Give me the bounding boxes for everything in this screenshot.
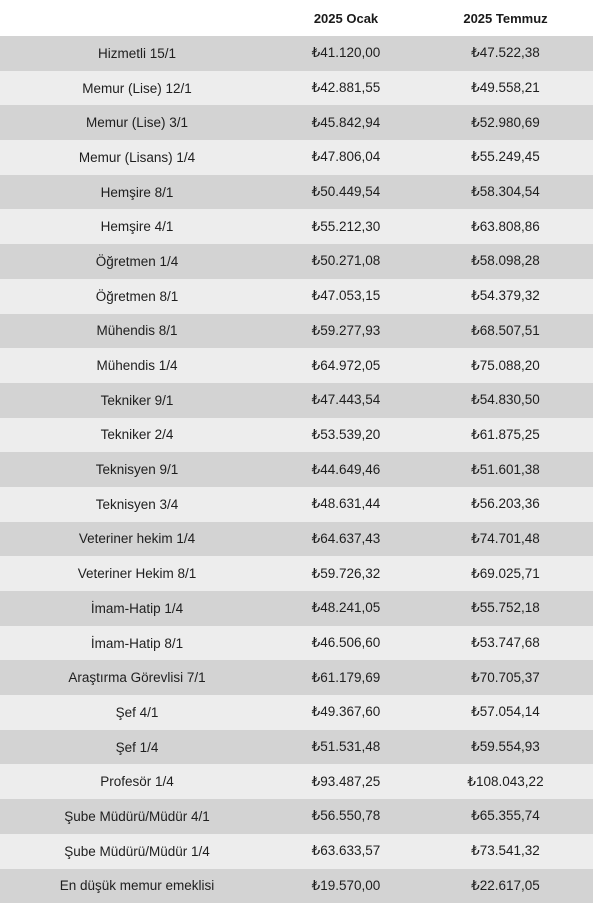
- cell-jan-2025: ₺50.271,08: [274, 244, 418, 279]
- cell-title: Şube Müdürü/Müdür 1/4: [0, 834, 274, 869]
- cell-jul-2025: ₺65.355,74: [418, 799, 593, 834]
- table-row: [0, 314, 593, 349]
- cell-title: En düşük memur emeklisi: [0, 869, 274, 903]
- table-header: [0, 0, 593, 36]
- cell-jul-2025: ₺55.249,45: [418, 140, 593, 175]
- cell-jan-2025: ₺47.806,04: [274, 140, 418, 175]
- table-row: [0, 487, 593, 522]
- cell-jul-2025: ₺74.701,48: [418, 522, 593, 557]
- cell-jan-2025: ₺42.881,55: [274, 71, 418, 106]
- cell-title: Mühendis 1/4: [0, 348, 274, 383]
- cell-jul-2025: ₺51.601,38: [418, 452, 593, 487]
- table-row: [0, 799, 593, 834]
- header-jan-2025: 2025 Ocak: [274, 0, 418, 36]
- table-row: [0, 522, 593, 557]
- cell-jul-2025: ₺57.054,14: [418, 695, 593, 730]
- cell-title: Memur (Lise) 3/1: [0, 105, 274, 140]
- cell-jan-2025: ₺48.241,05: [274, 591, 418, 626]
- table-row: [0, 452, 593, 487]
- cell-jul-2025: ₺61.875,25: [418, 418, 593, 453]
- cell-jan-2025: ₺44.649,46: [274, 452, 418, 487]
- cell-jul-2025: ₺69.025,71: [418, 556, 593, 591]
- table-row: [0, 418, 593, 453]
- cell-title: Öğretmen 1/4: [0, 244, 274, 279]
- cell-jul-2025: ₺55.752,18: [418, 591, 593, 626]
- cell-jul-2025: ₺54.830,50: [418, 383, 593, 418]
- cell-jul-2025: ₺63.808,86: [418, 209, 593, 244]
- cell-jul-2025: ₺70.705,37: [418, 660, 593, 695]
- cell-jan-2025: ₺63.633,57: [274, 834, 418, 869]
- table-row: [0, 279, 593, 314]
- cell-title: Memur (Lisans) 1/4: [0, 140, 274, 175]
- cell-jul-2025: ₺53.747,68: [418, 626, 593, 661]
- cell-title: Şef 4/1: [0, 695, 274, 730]
- cell-title: Profesör 1/4: [0, 764, 274, 799]
- table-row: [0, 140, 593, 175]
- cell-jan-2025: ₺61.179,69: [274, 660, 418, 695]
- header-jul-2025: 2025 Temmuz: [418, 0, 593, 36]
- table-row: [0, 764, 593, 799]
- table-row: [0, 660, 593, 695]
- cell-title: Şube Müdürü/Müdür 4/1: [0, 799, 274, 834]
- cell-jul-2025: ₺47.522,38: [418, 36, 593, 71]
- cell-title: İmam-Hatip 1/4: [0, 591, 274, 626]
- cell-jan-2025: ₺53.539,20: [274, 418, 418, 453]
- cell-jul-2025: ₺75.088,20: [418, 348, 593, 383]
- cell-jan-2025: ₺45.842,94: [274, 105, 418, 140]
- table-row: [0, 730, 593, 765]
- cell-jul-2025: ₺59.554,93: [418, 730, 593, 765]
- table-row: [0, 695, 593, 730]
- table-row: [0, 348, 593, 383]
- cell-jan-2025: ₺64.972,05: [274, 348, 418, 383]
- cell-title: Teknisyen 9/1: [0, 452, 274, 487]
- cell-title: Hizmetli 15/1: [0, 36, 274, 71]
- cell-title: Veteriner hekim 1/4: [0, 522, 274, 557]
- table-row: [0, 209, 593, 244]
- cell-jan-2025: ₺41.120,00: [274, 36, 418, 71]
- cell-title: Memur (Lise) 12/1: [0, 71, 274, 106]
- cell-title: Hemşire 4/1: [0, 209, 274, 244]
- cell-title: Veteriner Hekim 8/1: [0, 556, 274, 591]
- cell-title: Araştırma Görevlisi 7/1: [0, 660, 274, 695]
- cell-jan-2025: ₺50.449,54: [274, 175, 418, 210]
- cell-jan-2025: ₺19.570,00: [274, 869, 418, 903]
- cell-jan-2025: ₺49.367,60: [274, 695, 418, 730]
- cell-jan-2025: ₺46.506,60: [274, 626, 418, 661]
- cell-jul-2025: ₺58.304,54: [418, 175, 593, 210]
- cell-jan-2025: ₺48.631,44: [274, 487, 418, 522]
- cell-title: Şef 1/4: [0, 730, 274, 765]
- cell-jul-2025: ₺56.203,36: [418, 487, 593, 522]
- header-row: [0, 0, 593, 36]
- table-row: [0, 834, 593, 869]
- cell-title: Tekniker 9/1: [0, 383, 274, 418]
- table-row: [0, 383, 593, 418]
- cell-jul-2025: ₺52.980,69: [418, 105, 593, 140]
- cell-jul-2025: ₺58.098,28: [418, 244, 593, 279]
- cell-jan-2025: ₺47.443,54: [274, 383, 418, 418]
- cell-jul-2025: ₺68.507,51: [418, 314, 593, 349]
- cell-title: İmam-Hatip 8/1: [0, 626, 274, 661]
- cell-jul-2025: ₺54.379,32: [418, 279, 593, 314]
- cell-jul-2025: ₺49.558,21: [418, 71, 593, 106]
- cell-jul-2025: ₺73.541,32: [418, 834, 593, 869]
- table-row: [0, 869, 593, 903]
- cell-title: Öğretmen 8/1: [0, 279, 274, 314]
- cell-title: Teknisyen 3/4: [0, 487, 274, 522]
- cell-title: Tekniker 2/4: [0, 418, 274, 453]
- cell-jan-2025: ₺47.053,15: [274, 279, 418, 314]
- cell-jan-2025: ₺59.277,93: [274, 314, 418, 349]
- table-body: [0, 36, 593, 903]
- cell-jan-2025: ₺51.531,48: [274, 730, 418, 765]
- cell-jan-2025: ₺56.550,78: [274, 799, 418, 834]
- cell-jan-2025: ₺59.726,32: [274, 556, 418, 591]
- table-row: [0, 105, 593, 140]
- cell-jul-2025: ₺22.617,05: [418, 869, 593, 903]
- cell-title: Hemşire 8/1: [0, 175, 274, 210]
- table-row: [0, 175, 593, 210]
- header-title: [0, 0, 274, 36]
- table-row: [0, 36, 593, 71]
- table-row: [0, 71, 593, 106]
- table-row: [0, 244, 593, 279]
- table-row: [0, 591, 593, 626]
- cell-title: Mühendis 8/1: [0, 314, 274, 349]
- cell-jan-2025: ₺64.637,43: [274, 522, 418, 557]
- cell-jul-2025: ₺108.043,22: [418, 764, 593, 799]
- table-row: [0, 556, 593, 591]
- cell-jan-2025: ₺93.487,25: [274, 764, 418, 799]
- table-row: [0, 626, 593, 661]
- cell-jan-2025: ₺55.212,30: [274, 209, 418, 244]
